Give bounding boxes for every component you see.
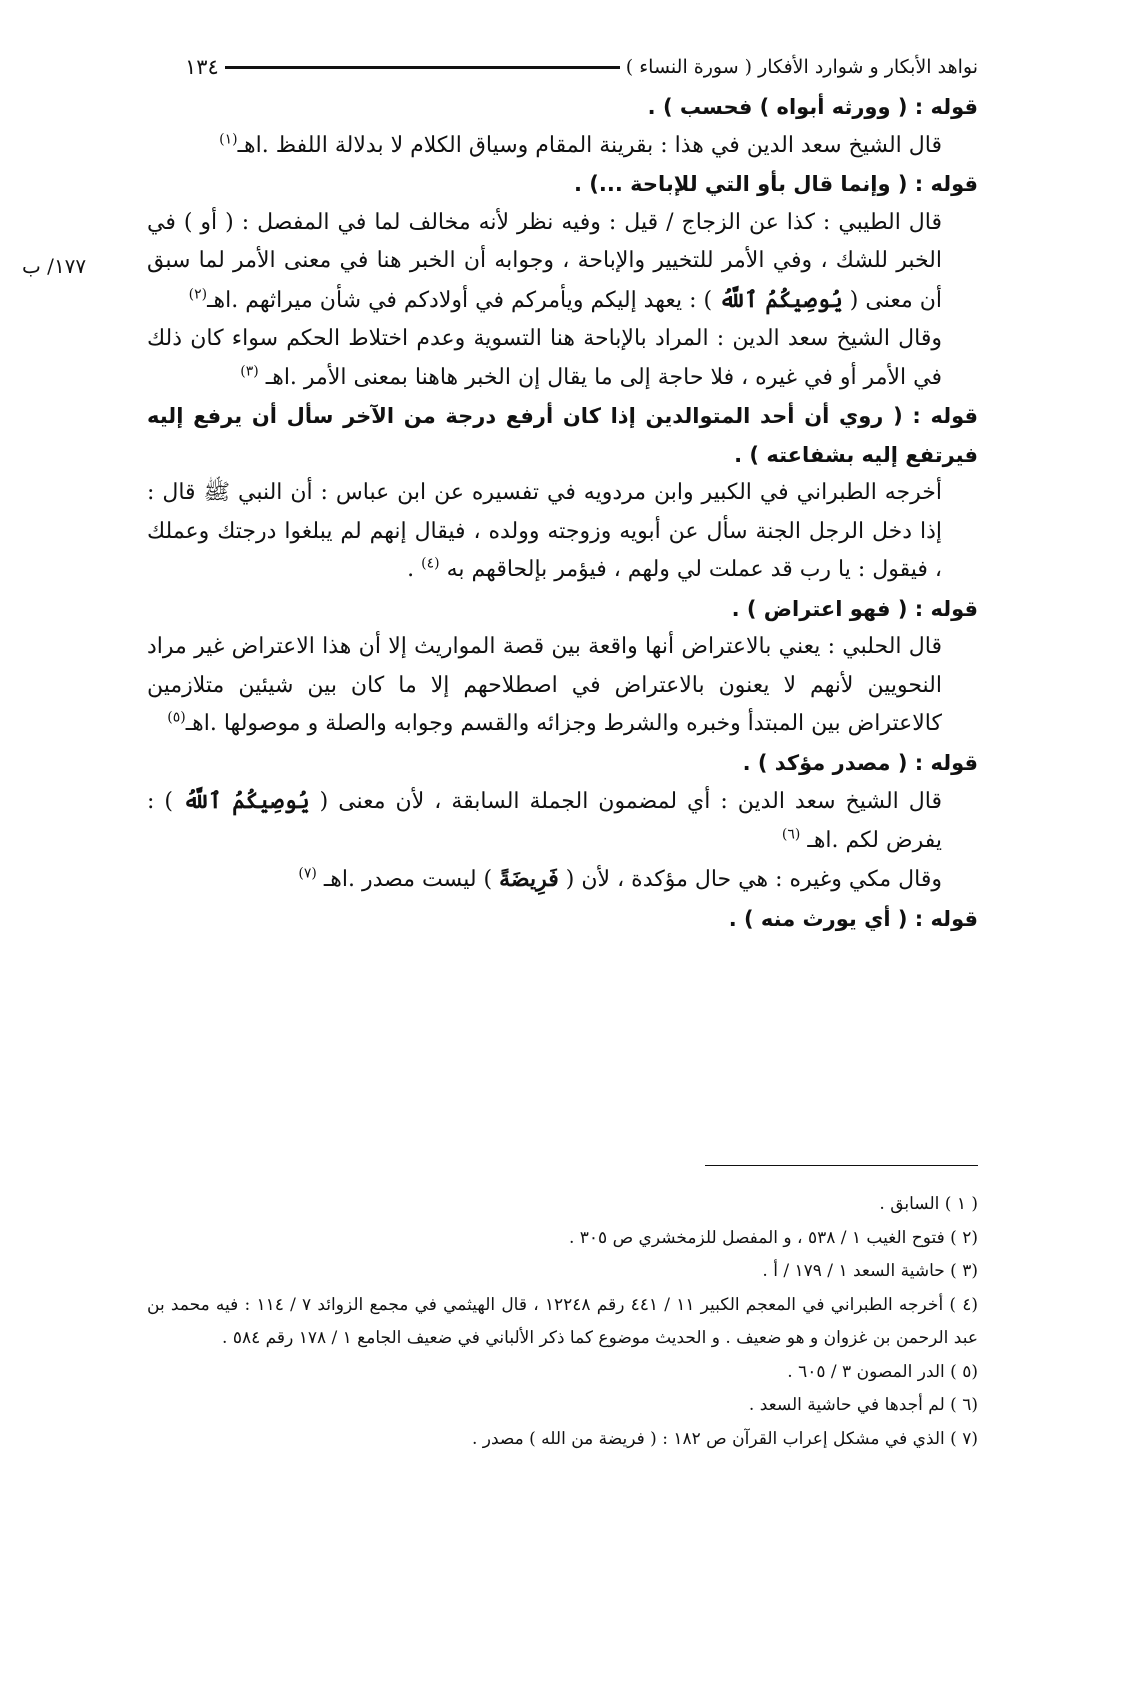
paragraph-p11: قال الشيخ سعد الدين : أي لمضمون الجملة السابقة ، لأن معنى ( يُوصِيكُمُ ٱللَّهُ ) : يفرض لكم .اهـ $^{(٦)}$ bbox=[147, 788, 942, 853]
main-text bbox=[147, 88, 978, 938]
heading-p6: قوله : ( روي أن أحد المتوالدين إذا كان أرفع درجة من الآخر سأل أن يرفع إليه فيرتفع إليه بشفاعته ) . bbox=[147, 404, 978, 467]
footnote-2: (٢ ) فتوح الغيب ١ / ٥٣٨ ، و المفصل للزمخشري ص ٣٠٥ . bbox=[568, 1227, 978, 1248]
footnote-7: (٧ ) الذي في مشكل إعراب القرآن ص ١٨٢ : ( فريضة من الله ) مصدر . bbox=[471, 1428, 978, 1449]
footnotes bbox=[147, 1188, 978, 1456]
quran-phrase: فَرِيضَةً bbox=[499, 866, 559, 892]
footnote-ref: (١) bbox=[219, 131, 238, 148]
footnote-ref: (٥) bbox=[167, 709, 186, 726]
quran-phrase: يُوصِيكُمُ ٱللَّهُ bbox=[719, 286, 843, 313]
heading-p10: قوله : ( مصدر مؤكد ) . bbox=[742, 750, 978, 775]
paragraph-p12: وقال مكي وغيره : هي حال مؤكدة ، لأن ( فَرِيضَةً ) ليست مصدر .اهـ $^{(٧)}$ bbox=[298, 865, 942, 892]
paragraph-p9: قال الحلبي : يعني بالاعتراض أنها واقعة بين قصة المواريث إلا أن هذا الاعتراض غير مراد النحويين لأنهم لا يعنون بالاعتراض في اصطلاحهم إلا ما كان بين شيئين متلازمين كالاعتراض بين المبتدأ وخبره والشرط وجزائه والقسم وجوابه والصلة و موصولها .اهـ$^{(٥)}$ bbox=[147, 634, 942, 736]
paragraph-p7: أخرجه الطبراني في الكبير وابن مردويه في تفسيره عن ابن عباس : أن النبي ﷺ قال : إذا دخل الرجل الجنة سأل عن أبويه وزوجته وولده ، فيقال إنهم لم يبلغوا درجتك وعملك ، فيقول : يا رب قد عملت لي ولهم ، فيؤمر بإلحاقهم به $^{(٤)}$ . bbox=[147, 480, 942, 582]
paragraph-p2: قال الشيخ سعد الدين في هذا : بقرينة المقام وسياق الكلام لا بدلالة اللفظ .اهـ$^{(١)}$ bbox=[219, 131, 942, 158]
header-title: نواهد الأبكار و شوارد الأفكار ( سورة النساء ) bbox=[625, 56, 978, 78]
footnote-1: ( ١ ) السابق . bbox=[879, 1194, 978, 1214]
footnote-ref: (٣) bbox=[240, 363, 259, 380]
heading-p3: قوله : ( وإنما قال بأو التي للإباحة ...) . bbox=[574, 172, 978, 196]
footnote-ref: (٤) bbox=[421, 555, 440, 572]
header-rule bbox=[225, 66, 620, 69]
footnote-6: (٦ ) لم أجدها في حاشية السعد . bbox=[748, 1395, 978, 1415]
footnote-ref: (٢) bbox=[188, 286, 208, 303]
footnote-ref: (٦) bbox=[781, 826, 801, 843]
paragraph-p5: وقال الشيخ سعد الدين : المراد بالإباحة هنا التسوية وعدم اختلاط الحكم سواء كان ذلك في الأمر أو في غيره ، فلا حاجة إلى ما يقال إن الخبر هاهنا بمعنى الأمر .اهـ $^{(٣)}$ bbox=[147, 326, 942, 390]
quran-phrase: يُوصِيكُمُ ٱللَّهُ bbox=[182, 788, 310, 814]
paragraph-p4: قال الطيبي : كذا عن الزجاج / قيل : وفيه نظر لأنه مخالف لما في المفصل : ( أو ) في الخبر للشك ، وفي الأمر للتخيير والإباحة ، وجوابه أن الخبر هنا في معنى الأمر لما سبق أن معنى ( يُوصِيكُمُ ٱللَّهُ ) : يعهد إليكم ويأمركم في أولادكم في شأن ميراثهم .اهـ$^{(٢)}$ bbox=[147, 209, 942, 313]
footnote-5: (٥ ) الدر المصون ٣ / ٦٠٥ . bbox=[787, 1361, 978, 1382]
footnote-ref: (٧) bbox=[298, 865, 317, 882]
heading-p8: قوله : ( فهو اعتراض ) . bbox=[731, 596, 978, 621]
footnote-separator bbox=[705, 1165, 978, 1166]
footnote-3: (٣ ) حاشية السعد ١ / ١٧٩ / أ . bbox=[762, 1261, 978, 1281]
running-header bbox=[185, 52, 978, 82]
footnote-4: (٤ ) أخرجه الطبراني في المعجم الكبير ١١ / ٤٤١ رقم ١٢٢٤٨ ، قال الهيثمي في مجمع الزوائد ٧ / ١١٤ : فيه محمد بن عبد الرحمن بن غزوان و هو ضعيف . و الحديث موضوع كما ذكر الألباني في ضعيف الجامع ١ / ١٧٨ رقم ٥٨٤ . bbox=[147, 1294, 978, 1348]
heading-p1: قوله : ( وورثه أبواه ) فحسب ) . bbox=[647, 95, 978, 119]
heading-p13: قوله : ( أي يورث منه ) . bbox=[728, 906, 978, 931]
page-number: ١٣٤ bbox=[185, 55, 219, 79]
margin-folio-note: ١٧٧/ ب bbox=[22, 254, 87, 278]
